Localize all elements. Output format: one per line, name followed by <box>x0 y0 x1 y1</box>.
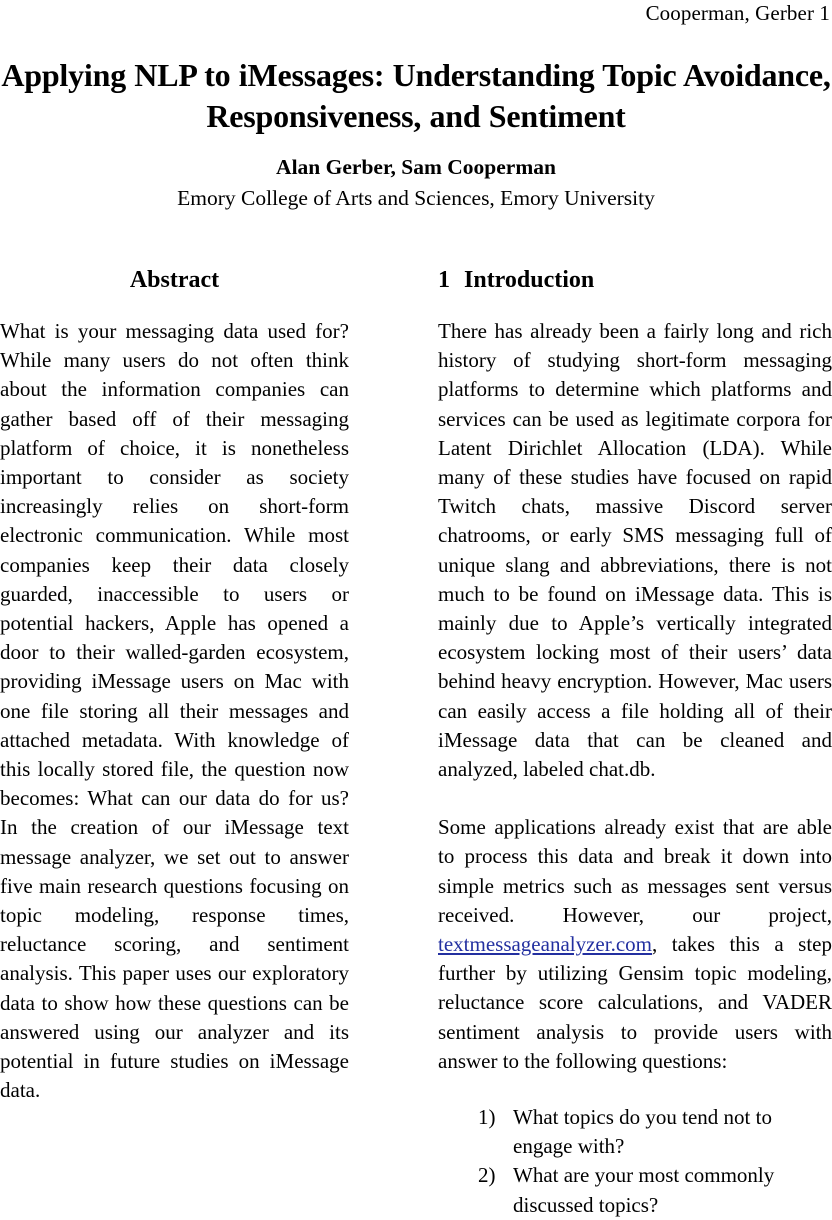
title-block <box>0 55 832 211</box>
section-title: Introduction <box>464 267 595 293</box>
running-header: Cooperman, Gerber 1 <box>645 1 830 25</box>
abstract-column <box>0 265 352 1105</box>
body-columns <box>0 265 832 1220</box>
page-title: Applying NLP to iMessages: Understanding Topic Avoidance, Responsiveness, and Sentiment <box>1 57 831 134</box>
abstract-paragraph: What is your messaging data used for? While many users do not often think about the information companies can gather based off of their messaging platform of choice, it is nonetheless important to consider as society increasingly relies on short-form electronic communication. While most companies keep their data closely guarded, inaccessible to users or potential hackers, Apple has opened a door to their walled-garden ecosystem, providing iMessage users on Mac with one file storing all their messages and attached metadata. With knowledge of this locally stored file, the question now becomes: What can our data do for us? In the creation of our iMessage text message analyzer, we set out to answer five main research questions focusing on topic modeling, response times, reluctance scoring, and sentiment analysis. This paper uses our exploratory data to show how these questions can be answered using our analyzer and its potential in future studies on iMessage data. <box>0 319 349 1103</box>
introduction-paragraph-1: There has already been a fairly long and rich history of studying short-form messaging platforms to determine which platforms and services can be used as legitimate corpora for Latent Dirichlet Allocation (LDA). While many of these studies have focused on rapid Twitch chats, massive Discord server chatrooms, or early SMS messaging full of unique slang and abbreviations, there is not much to be found on iMessage data. This is mainly due to Apple’s vertically integrated ecosystem locking most of their users’ data behind heavy encryption. However, Mac users can easily access a file holding all of their iMessage data that can be cleaned and analyzed, labeled chat.db. <box>438 319 832 782</box>
list-item <box>438 1161 832 1219</box>
list-item <box>438 1103 832 1161</box>
introduction-column <box>438 265 832 1220</box>
introduction-heading <box>438 265 832 295</box>
list-item-label: What topics do you tend not to engage with? <box>513 1105 772 1159</box>
paragraph-2-text-before-link: Some applications already exist that are able to process this data and break it down into simple metrics such as messages sent versus received. However, our project, <box>438 815 832 927</box>
list-item-label: What are your most commonly discussed topics? <box>513 1163 775 1217</box>
research-question-list <box>438 1103 832 1220</box>
affiliation: Emory College of Arts and Sciences, Emory University <box>177 186 655 210</box>
textmessageanalyzer-link[interactable]: textmessageanalyzer.com <box>438 932 652 957</box>
abstract-heading: Abstract <box>129 267 220 293</box>
list-item-marker: 1) <box>478 1105 496 1130</box>
author-list: Alan Gerber, Sam Cooperman <box>276 155 556 179</box>
introduction-paragraph-2 <box>438 813 832 1076</box>
section-number: 1 <box>438 267 450 293</box>
list-item-marker: 2) <box>478 1163 496 1188</box>
paragraph-2-text-after-link: , takes this a step further by utilizing Gensim topic modeling, reluctance score calculations, and VADER sentiment analysis to provide users with answer to the following questions: <box>438 932 832 1073</box>
